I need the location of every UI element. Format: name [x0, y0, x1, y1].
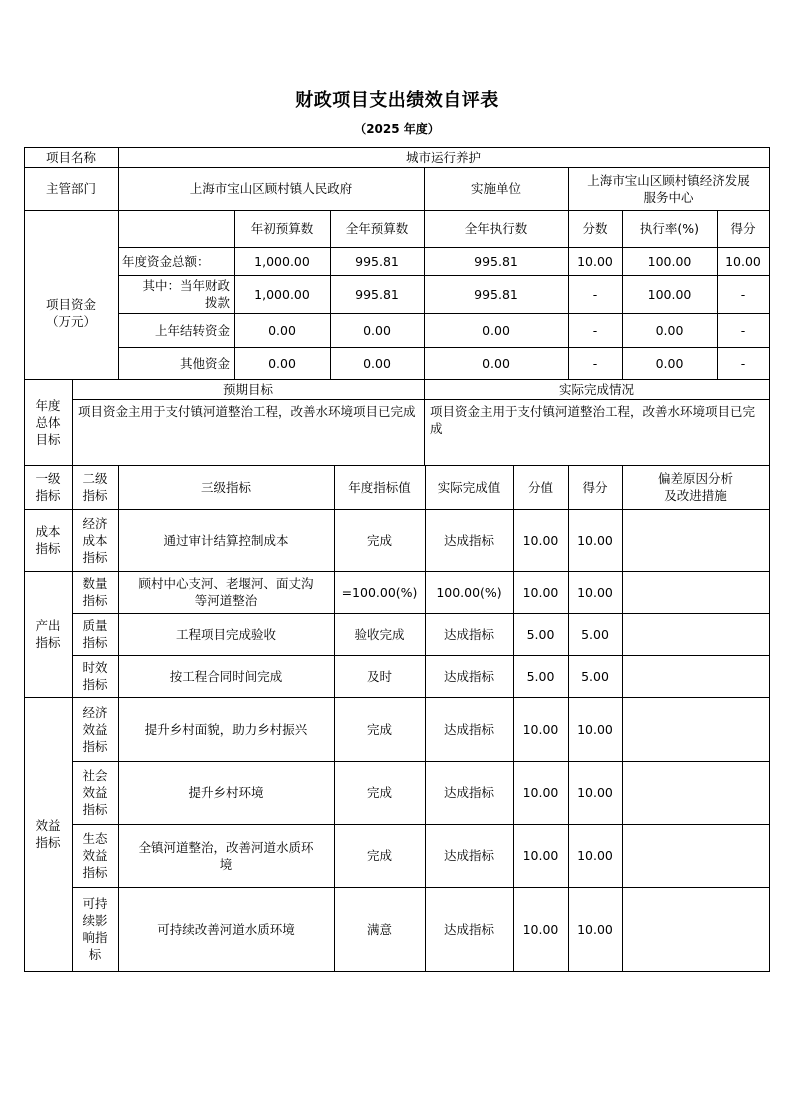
funds-value-cell: -	[592, 286, 598, 302]
table-rule	[424, 167, 425, 211]
indicator-target: =100.00(%)	[341, 584, 418, 600]
funds-value-cell: 995.81	[474, 253, 518, 269]
table-rule	[24, 379, 770, 380]
indicator-level1: 成本 指标	[35, 524, 61, 556]
funds-value-cell: 0.00	[655, 355, 684, 371]
table-rule	[24, 509, 770, 510]
indicator-header-cell: 得分	[582, 479, 608, 495]
indicator-actual: 达成指标	[443, 848, 494, 863]
indicator-level3: 工程项目完成验收	[175, 626, 276, 642]
funds-row-label: 其他资金	[179, 355, 230, 371]
indicator-level3: 顾村中心支河、老堰河、面丈沟 等河道整治	[138, 576, 314, 608]
goals-expected-header: 预期目标	[222, 381, 273, 397]
impl-label: 实施单位	[470, 181, 521, 196]
table-rule	[118, 147, 119, 211]
indicator-remark	[622, 824, 769, 887]
table-rule	[330, 210, 331, 380]
table-rule	[24, 147, 25, 972]
indicator-level2: 经济 效益 指标	[82, 704, 108, 754]
indicator-weight: 5.00	[526, 668, 555, 684]
table-rule	[24, 167, 770, 168]
indicator-level2: 质量 指标	[82, 618, 108, 650]
goals-expected-text: 项目资金主用于支付镇河道整治工程，改善水环境项目已完成	[78, 404, 416, 419]
indicator-score: 10.00	[577, 532, 613, 548]
funds-value-cell: -	[592, 355, 598, 371]
indicator-level2: 生态 效益 指标	[82, 831, 108, 880]
goals-label: 年度 总体 目标	[35, 397, 61, 447]
indicator-level1: 产出 指标	[35, 618, 61, 650]
indicator-weight: 5.00	[526, 626, 555, 642]
table-rule	[568, 167, 569, 211]
funds-value-cell: 0.00	[482, 322, 510, 338]
table-rule	[118, 247, 770, 248]
table-rule	[717, 210, 718, 380]
table-rule	[424, 379, 425, 466]
indicator-target: 及时	[366, 668, 392, 684]
indicator-target: 满意	[366, 921, 392, 937]
indicator-header-cell: 偏差原因分析 及改进措施	[657, 471, 733, 503]
funds-row-label: 上年结转资金	[154, 322, 230, 338]
indicator-actual: 达成指标	[443, 921, 494, 937]
table-rule	[24, 210, 770, 211]
indicator-remark	[622, 887, 769, 971]
indicator-target: 完成	[366, 785, 392, 800]
indicator-actual: 达成指标	[443, 721, 494, 737]
table-rule	[24, 697, 770, 698]
funds-row-label: 年度资金总额：	[122, 253, 210, 269]
indicator-weight: 10.00	[522, 721, 559, 737]
funds-value-cell: 1,000.00	[254, 286, 310, 302]
table-rule	[72, 465, 73, 972]
indicator-actual: 达成指标	[443, 626, 494, 642]
funds-value-cell: 995.81	[355, 286, 399, 302]
indicator-weight: 10.00	[522, 785, 559, 800]
funds-value-cell: 0.00	[268, 355, 296, 371]
indicator-score: 5.00	[581, 626, 609, 642]
funds-value-cell: 100.00	[647, 253, 692, 269]
table-rule	[72, 824, 770, 825]
indicator-header-cell: 一级 指标	[35, 471, 61, 503]
funds-value-cell: 995.81	[355, 253, 399, 269]
indicator-score: 10.00	[577, 785, 613, 800]
indicator-weight: 10.00	[522, 532, 559, 548]
funds-value-cell: 0.00	[655, 322, 684, 338]
indicator-header-cell: 年度指标值	[348, 479, 411, 495]
indicator-weight: 10.00	[522, 584, 559, 600]
indicator-actual: 达成指标	[443, 532, 494, 548]
impl-value: 上海市宝山区顾村镇经济发展 服务中心	[587, 172, 750, 205]
indicator-score: 10.00	[577, 721, 613, 737]
indicator-level2: 可持 续影 响指 标	[82, 896, 108, 962]
indicator-level2: 经济 成本 指标	[82, 515, 108, 565]
indicator-weight: 10.00	[522, 921, 559, 937]
project-name-value: 城市运行养护	[405, 149, 481, 165]
table-rule	[24, 571, 770, 572]
indicator-level2: 数量 指标	[82, 576, 108, 608]
indicator-level2: 社会 效益 指标	[82, 768, 108, 817]
funds-value-cell: -	[740, 322, 746, 338]
funds-value-cell: 10.00	[577, 253, 613, 269]
indicator-remark	[622, 655, 769, 697]
table-rule	[118, 313, 770, 314]
indicator-remark	[622, 509, 769, 571]
funds-value-cell: 1,000.00	[254, 253, 310, 269]
indicator-target: 完成	[366, 848, 392, 863]
funds-section-label: 项目资金 （万元）	[45, 297, 96, 329]
indicator-remark	[622, 571, 769, 613]
table-rule	[72, 761, 770, 762]
indicator-actual: 达成指标	[443, 785, 494, 800]
indicator-level3: 可持续改善河道水质环境	[157, 921, 295, 937]
table-rule	[568, 210, 569, 380]
table-rule	[769, 147, 770, 972]
table-rule	[72, 613, 770, 614]
table-rule	[425, 465, 426, 972]
table-rule	[118, 275, 770, 276]
table-rule	[118, 465, 119, 972]
table-rule	[72, 655, 770, 656]
indicator-level3: 通过审计结算控制成本	[163, 532, 289, 548]
table-rule	[24, 971, 770, 972]
table-rule	[118, 210, 119, 380]
funds-value-cell: -	[740, 286, 746, 302]
table-rule	[568, 465, 569, 972]
indicator-actual: 达成指标	[443, 668, 494, 684]
funds-header-cell: 全年执行数	[464, 221, 528, 236]
table-rule	[622, 465, 623, 972]
indicator-weight: 10.00	[522, 848, 559, 863]
funds-row-label: 其中：当年财政 拨款	[142, 278, 230, 310]
table-rule	[424, 210, 425, 380]
indicator-score: 10.00	[577, 584, 613, 600]
page-subtitle: （2025 年度）	[354, 122, 440, 136]
indicator-level2: 时效 指标	[82, 660, 108, 692]
indicator-level3: 按工程合同时间完成	[169, 668, 283, 684]
goals-actual-header: 实际完成情况	[558, 381, 634, 397]
table-rule	[72, 887, 770, 888]
funds-value-cell: 0.00	[363, 355, 391, 371]
table-rule	[72, 379, 73, 466]
indicator-actual: 100.00(%)	[436, 584, 502, 600]
funds-header-cell: 得分	[730, 221, 756, 236]
indicator-score: 10.00	[577, 848, 613, 863]
indicator-level3: 提升乡村环境	[188, 785, 264, 800]
funds-value-cell: -	[740, 355, 746, 371]
indicator-level1: 效益 指标	[35, 818, 61, 850]
goals-actual-text: 项目资金主用于支付镇河道整治工程，改善水环境项目已完成	[430, 404, 756, 436]
page-title: 财政项目支出绩效自评表	[295, 90, 499, 111]
funds-header-cell: 分数	[582, 221, 608, 236]
funds-value-cell: 0.00	[363, 322, 391, 338]
indicator-target: 验收完成	[354, 626, 405, 642]
indicator-score: 10.00	[577, 921, 613, 937]
table-rule	[72, 399, 770, 400]
indicator-remark	[622, 761, 769, 824]
funds-value-cell: 10.00	[725, 253, 761, 269]
table-rule	[622, 210, 623, 380]
indicator-header-cell: 二级 指标	[82, 471, 108, 503]
indicator-level3: 全镇河道整治，改善河道水质环 境	[138, 839, 314, 872]
indicator-score: 5.00	[581, 668, 609, 684]
table-rule	[24, 147, 770, 148]
table-rule	[513, 465, 514, 972]
indicator-header-cell: 三级指标	[200, 479, 251, 495]
project-name-label: 项目名称	[45, 149, 96, 165]
funds-header-cell: 执行率(%)	[639, 221, 700, 236]
funds-header-cell: 年初预算数	[250, 221, 314, 236]
indicator-remark	[622, 613, 769, 655]
funds-value-cell: 0.00	[268, 322, 296, 338]
funds-header-cell: 全年预算数	[345, 221, 409, 236]
funds-value-cell: -	[592, 322, 598, 338]
indicator-target: 完成	[366, 532, 392, 548]
indicator-level3: 提升乡村面貌，助力乡村振兴	[144, 721, 308, 737]
dept-value: 上海市宝山区顾村镇人民政府	[189, 181, 353, 196]
indicator-target: 完成	[366, 721, 392, 737]
table-rule	[118, 347, 770, 348]
performance-table	[24, 147, 770, 971]
indicator-header-cell: 实际完成值	[437, 479, 501, 495]
indicator-header-cell: 分值	[527, 479, 553, 495]
table-rule	[24, 465, 770, 466]
funds-value-cell: 995.81	[474, 286, 518, 302]
dept-label: 主管部门	[45, 181, 96, 196]
funds-value-cell: 0.00	[482, 355, 510, 371]
table-rule	[334, 465, 335, 972]
indicator-remark	[622, 697, 769, 761]
funds-value-cell: 100.00	[647, 286, 692, 302]
table-rule	[234, 210, 235, 380]
